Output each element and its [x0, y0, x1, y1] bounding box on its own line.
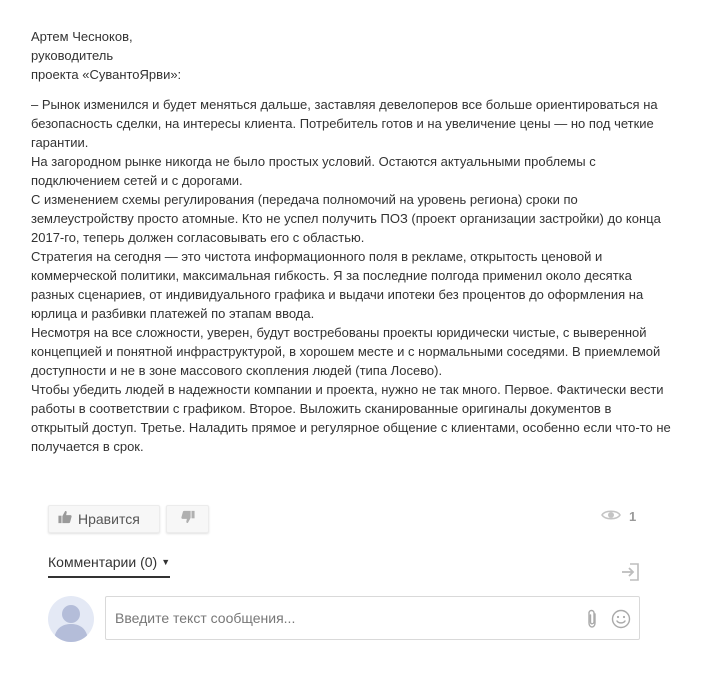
eye-icon: [601, 509, 621, 524]
avatar: [48, 596, 94, 642]
article-paragraph: Стратегия на сегодня — это чистота информационного поля в рекламе, открытость ценовой и коммерческой политики, максимальная гибкость. Я за последние полгода применил около десятка разных сценариев, от индивидуального графика и выдачи ипотеки без процентов до оформления на юрлица и разбивки платежей по этапам ввода.: [31, 249, 644, 321]
like-button[interactable]: [48, 505, 160, 533]
comment-input-box: [105, 596, 640, 640]
comments-tab-label: Комментарии (0): [48, 554, 158, 570]
author-project: проекта «СувантоЯрви»:: [31, 67, 182, 82]
comment-input[interactable]: [115, 607, 570, 629]
comments-tab[interactable]: [48, 554, 170, 578]
author-block: [31, 27, 181, 84]
author-name: Артем Чесноков,: [31, 29, 133, 44]
comment-composer: [48, 596, 642, 642]
views-counter: [601, 509, 636, 524]
login-icon[interactable]: [620, 562, 640, 582]
article-paragraph: С изменением схемы регулирования (передача полномочий на уровень региона) сроки по землеустройству просто атомные. Кто не успел получить ПОЗ (проект организации застройки) до конца 2017-го, теперь должен согласовывать его с областью.: [31, 192, 661, 245]
dislike-button[interactable]: [166, 505, 209, 533]
comments-header: [48, 554, 648, 584]
smile-icon[interactable]: [611, 609, 631, 629]
article-paragraph: – Рынок изменился и будет меняться дальше, заставляя девелоперов все больше ориентироваться на безопасность сделки, на интересы клиента. Потребитель готов и на увеличение цены — но под четкие гарантии.: [31, 97, 658, 150]
article-body: [31, 95, 671, 456]
chevron-down-icon: ▼: [161, 557, 171, 567]
views-count: 1: [629, 509, 637, 524]
user-silhouette-icon: [48, 596, 94, 642]
thumbs-down-icon: [181, 510, 195, 529]
article-paragraph: На загородном рынке никогда не было простых условий. Остаются актуальными проблемы с подключением сетей и с дорогами.: [31, 154, 596, 188]
article-paragraph: Несмотря на все сложности, уверен, будут востребованы проекты юридически чистые, с выверенной концепцией и понятной инфраструктурой, в хорошем месте и с нормальными соседями. В приемлемой доступности и не в зоне массового скопления людей (типа Лосево).: [31, 325, 661, 378]
author-role: руководитель: [31, 48, 114, 63]
thumbs-up-icon: [58, 510, 72, 529]
paperclip-icon[interactable]: [584, 609, 600, 629]
article-paragraph: Чтобы убедить людей в надежности компании и проекта, нужно не так много. Первое. Фактически вести работы в соответствии с графиком. Второе. Выложить сканированные оригиналы документов в открытый доступ. Третье. Наладить прямое и регулярное общение с клиентами, особенно если что-то не получается в срок.: [31, 382, 671, 454]
reactions-bar: [48, 505, 648, 535]
like-label: Нравится: [78, 511, 140, 527]
